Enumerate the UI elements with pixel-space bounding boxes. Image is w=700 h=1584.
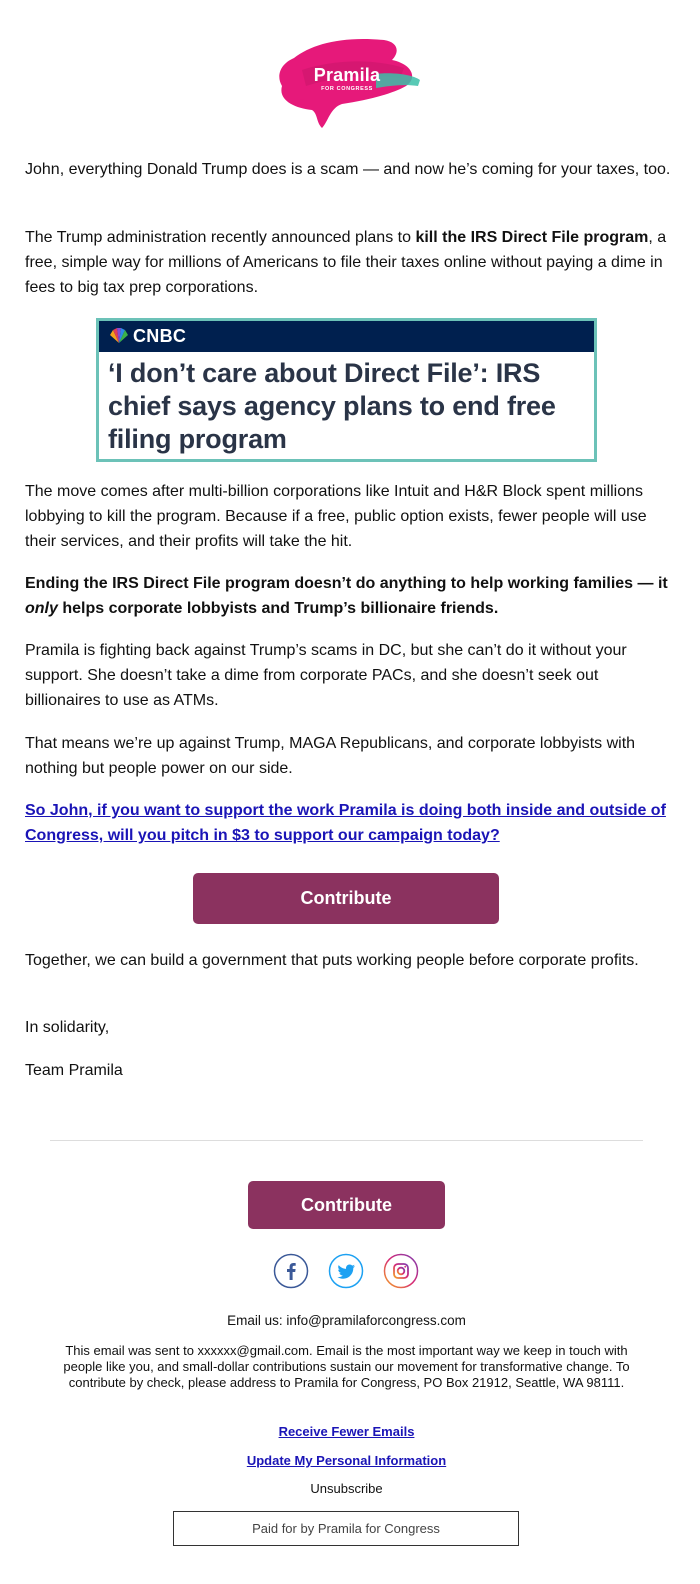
receive-fewer-emails-link[interactable]: Receive Fewer Emails xyxy=(278,1424,415,1439)
paragraph-people-power: That means we’re up against Trump, MAGA Republicans, and corporate lobbyists with nothing but people power on our side. xyxy=(25,735,636,777)
pramila-logo[interactable] xyxy=(272,30,422,130)
logo-name: Pramila xyxy=(313,65,381,85)
statement-emphasis: only xyxy=(25,600,58,617)
footer-divider xyxy=(50,1140,643,1141)
announcement-text-start: The Trump administration recently announced plans to xyxy=(25,229,416,246)
email-us: Email us: info@pramilaforcongress.com xyxy=(227,1313,466,1328)
statement-text-end: helps corporate lobbyists and Trump’s billionaire friends. xyxy=(57,600,499,617)
paragraph-together: Together, we can build a government that puts working people before corporate profits. xyxy=(25,952,639,969)
paragraph-bold-statement xyxy=(25,571,675,621)
contribute-button[interactable]: Contribute xyxy=(193,873,499,924)
announcement-text-end: , a free, simple way for millions of Americans to file their taxes online without paying a dime in fees to big tax prep corporations. xyxy=(25,229,667,296)
twitter-link[interactable] xyxy=(328,1253,364,1289)
nbc-peacock-icon xyxy=(108,327,130,343)
unsubscribe-link[interactable]: Unsubscribe xyxy=(310,1481,383,1496)
update-personal-info-link[interactable]: Update My Personal Information xyxy=(246,1453,447,1468)
paragraph-intro: John, everything Donald Trump does is a scam — and now he’s coming for your taxes, too. xyxy=(25,161,671,178)
announcement-bold: kill the IRS Direct File program xyxy=(415,229,649,246)
footer-disclaimer: This email was sent to xxxxxx@gmail.com. Email is the most important way we keep in touch with people like you, and small-dollar contributions sustain our movement for transformative change. To contribute by check, please address to Pramila for Congress, PO Box 21912, Seattle, WA 98111. xyxy=(63,1343,630,1390)
cnbc-brand: CNBC xyxy=(133,326,187,346)
paragraph-lobbying: The move comes after multi-billion corporations like Intuit and H&R Block spent millions lobbying to kill the program. Because if a free, public option exists, fewer people will use their services, and their profits will take the hit. xyxy=(25,483,647,550)
cnbc-header-bar xyxy=(99,321,594,352)
paragraph-announcement xyxy=(25,225,675,300)
cnbc-headline-image[interactable] xyxy=(96,318,597,462)
paid-for-by-box: Paid for by Pramila for Congress xyxy=(173,1511,519,1546)
twitter-icon xyxy=(328,1253,364,1289)
paragraph-cta xyxy=(25,798,675,848)
facebook-link[interactable] xyxy=(273,1253,309,1289)
logo-subtitle: FOR CONGRESS xyxy=(321,86,373,92)
footer-contribute-button[interactable]: Contribute xyxy=(248,1181,445,1229)
facebook-icon xyxy=(273,1253,309,1289)
donate-cta-link[interactable]: So John, if you want to support the work Pramila is doing both inside and outside of Congress, will you pitch in $3 to support our campaign today? xyxy=(25,802,666,844)
instagram-link[interactable] xyxy=(383,1253,419,1289)
paragraph-fighting-back: Pramila is fighting back against Trump’s scams in DC, but she can’t do it without your support. She doesn’t take a dime from corporate PACs, and she doesn’t seek out billionaires to use as ATMs. xyxy=(25,642,627,709)
statement-text-start: Ending the IRS Direct File program doesn’t do anything to help working families — it xyxy=(25,575,668,592)
signature: Team Pramila xyxy=(25,1062,123,1079)
signoff: In solidarity, xyxy=(25,1019,110,1036)
cnbc-headline: ‘I don’t care about Direct File’: IRS chief says agency plans to end free filing program xyxy=(108,358,556,454)
instagram-icon xyxy=(383,1253,419,1289)
